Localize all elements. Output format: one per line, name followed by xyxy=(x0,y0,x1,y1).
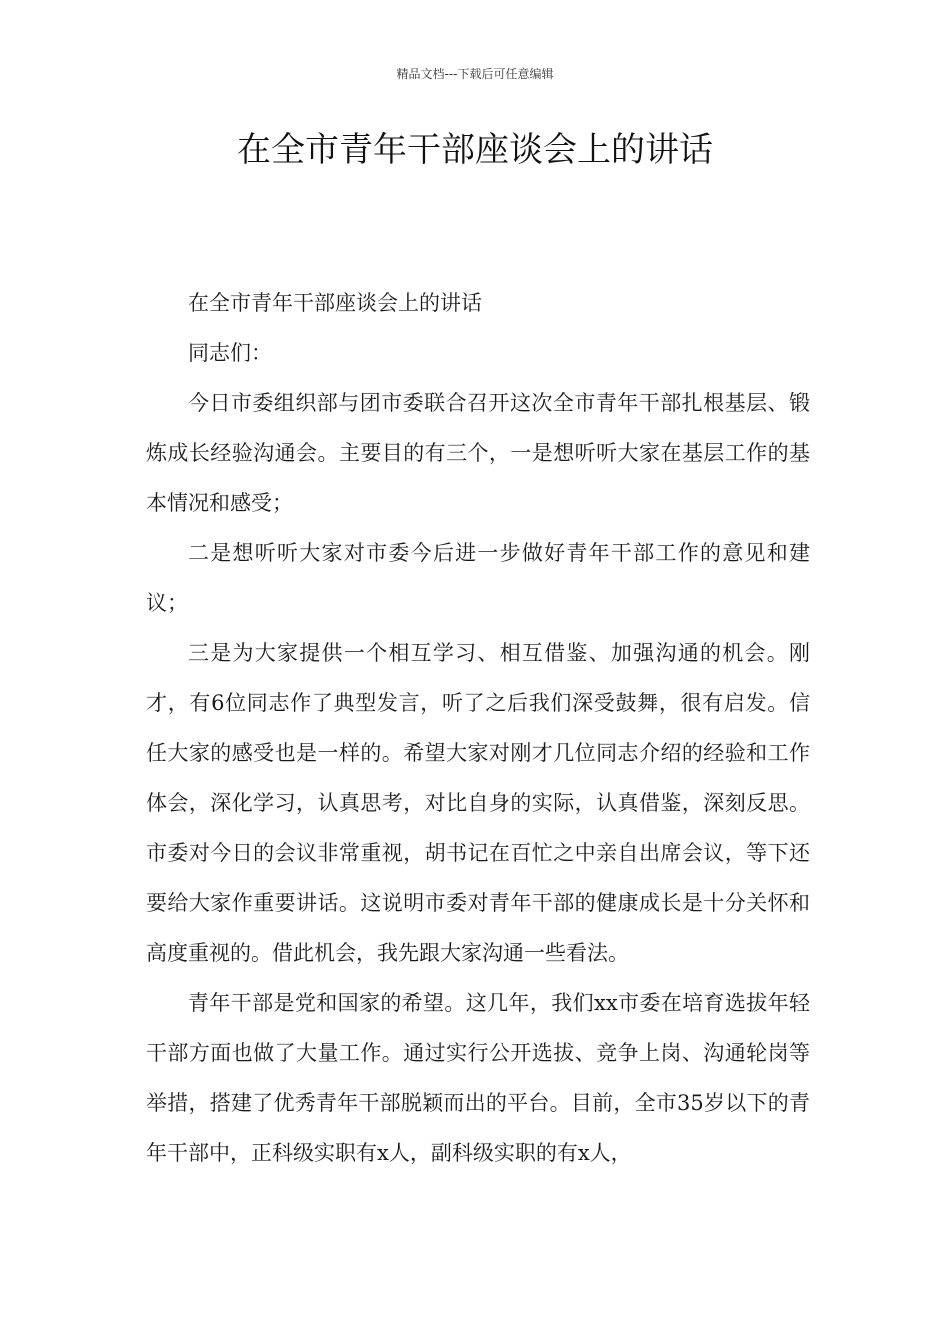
paragraph-subtitle: 在全市青年干部座谈会上的讲话 xyxy=(188,291,482,315)
paragraph-youth-cadres: 青年干部是党和国家的希望。这几年，我们xx市委在培育选拔年轻干部方面也做了大量工作。通过实行公开选拔、竞争上岗、沟通轮岗等举措，搭建了优秀青年干部脱颖而出的平台。目前，全市35岁以下的青年干部中，正科级实职有x人，副科级实职的有x人， xyxy=(146,991,810,1165)
paragraph-salutation: 同志们： xyxy=(188,341,272,365)
header-note: 精品文档---下载后可任意编辑 xyxy=(396,67,554,81)
document-body xyxy=(146,278,810,1178)
paragraph-purpose-one: 今日市委组织部与团市委联合召开这次全市青年干部扎根基层、锻炼成长经验沟通会。主要目的有三个，一是想听听大家在基层工作的基本情况和感受； xyxy=(146,391,810,515)
document-title: 在全市青年干部座谈会上的讲话 xyxy=(237,130,713,170)
paragraph-purpose-two: 二是想听听大家对市委今后进一步做好青年干部工作的意见和建议； xyxy=(146,541,810,615)
paragraph-purpose-three: 三是为大家提供一个相互学习、相互借鉴、加强沟通的机会。刚才，有6位同志作了典型发言，听了之后我们深受鼓舞，很有启发。信任大家的感受也是一样的。希望大家对刚才几位同志介绍的经验和工作体会，深化学习，认真思考，对比自身的实际，认真借鉴，深刻反思。市委对今日的会议非常重视，胡书记在百忙之中亲自出席会议，等下还要给大家作重要讲话。这说明市委对青年干部的健康成长是十分关怀和高度重视的。借此机会，我先跟大家沟通一些看法。 xyxy=(146,641,810,965)
